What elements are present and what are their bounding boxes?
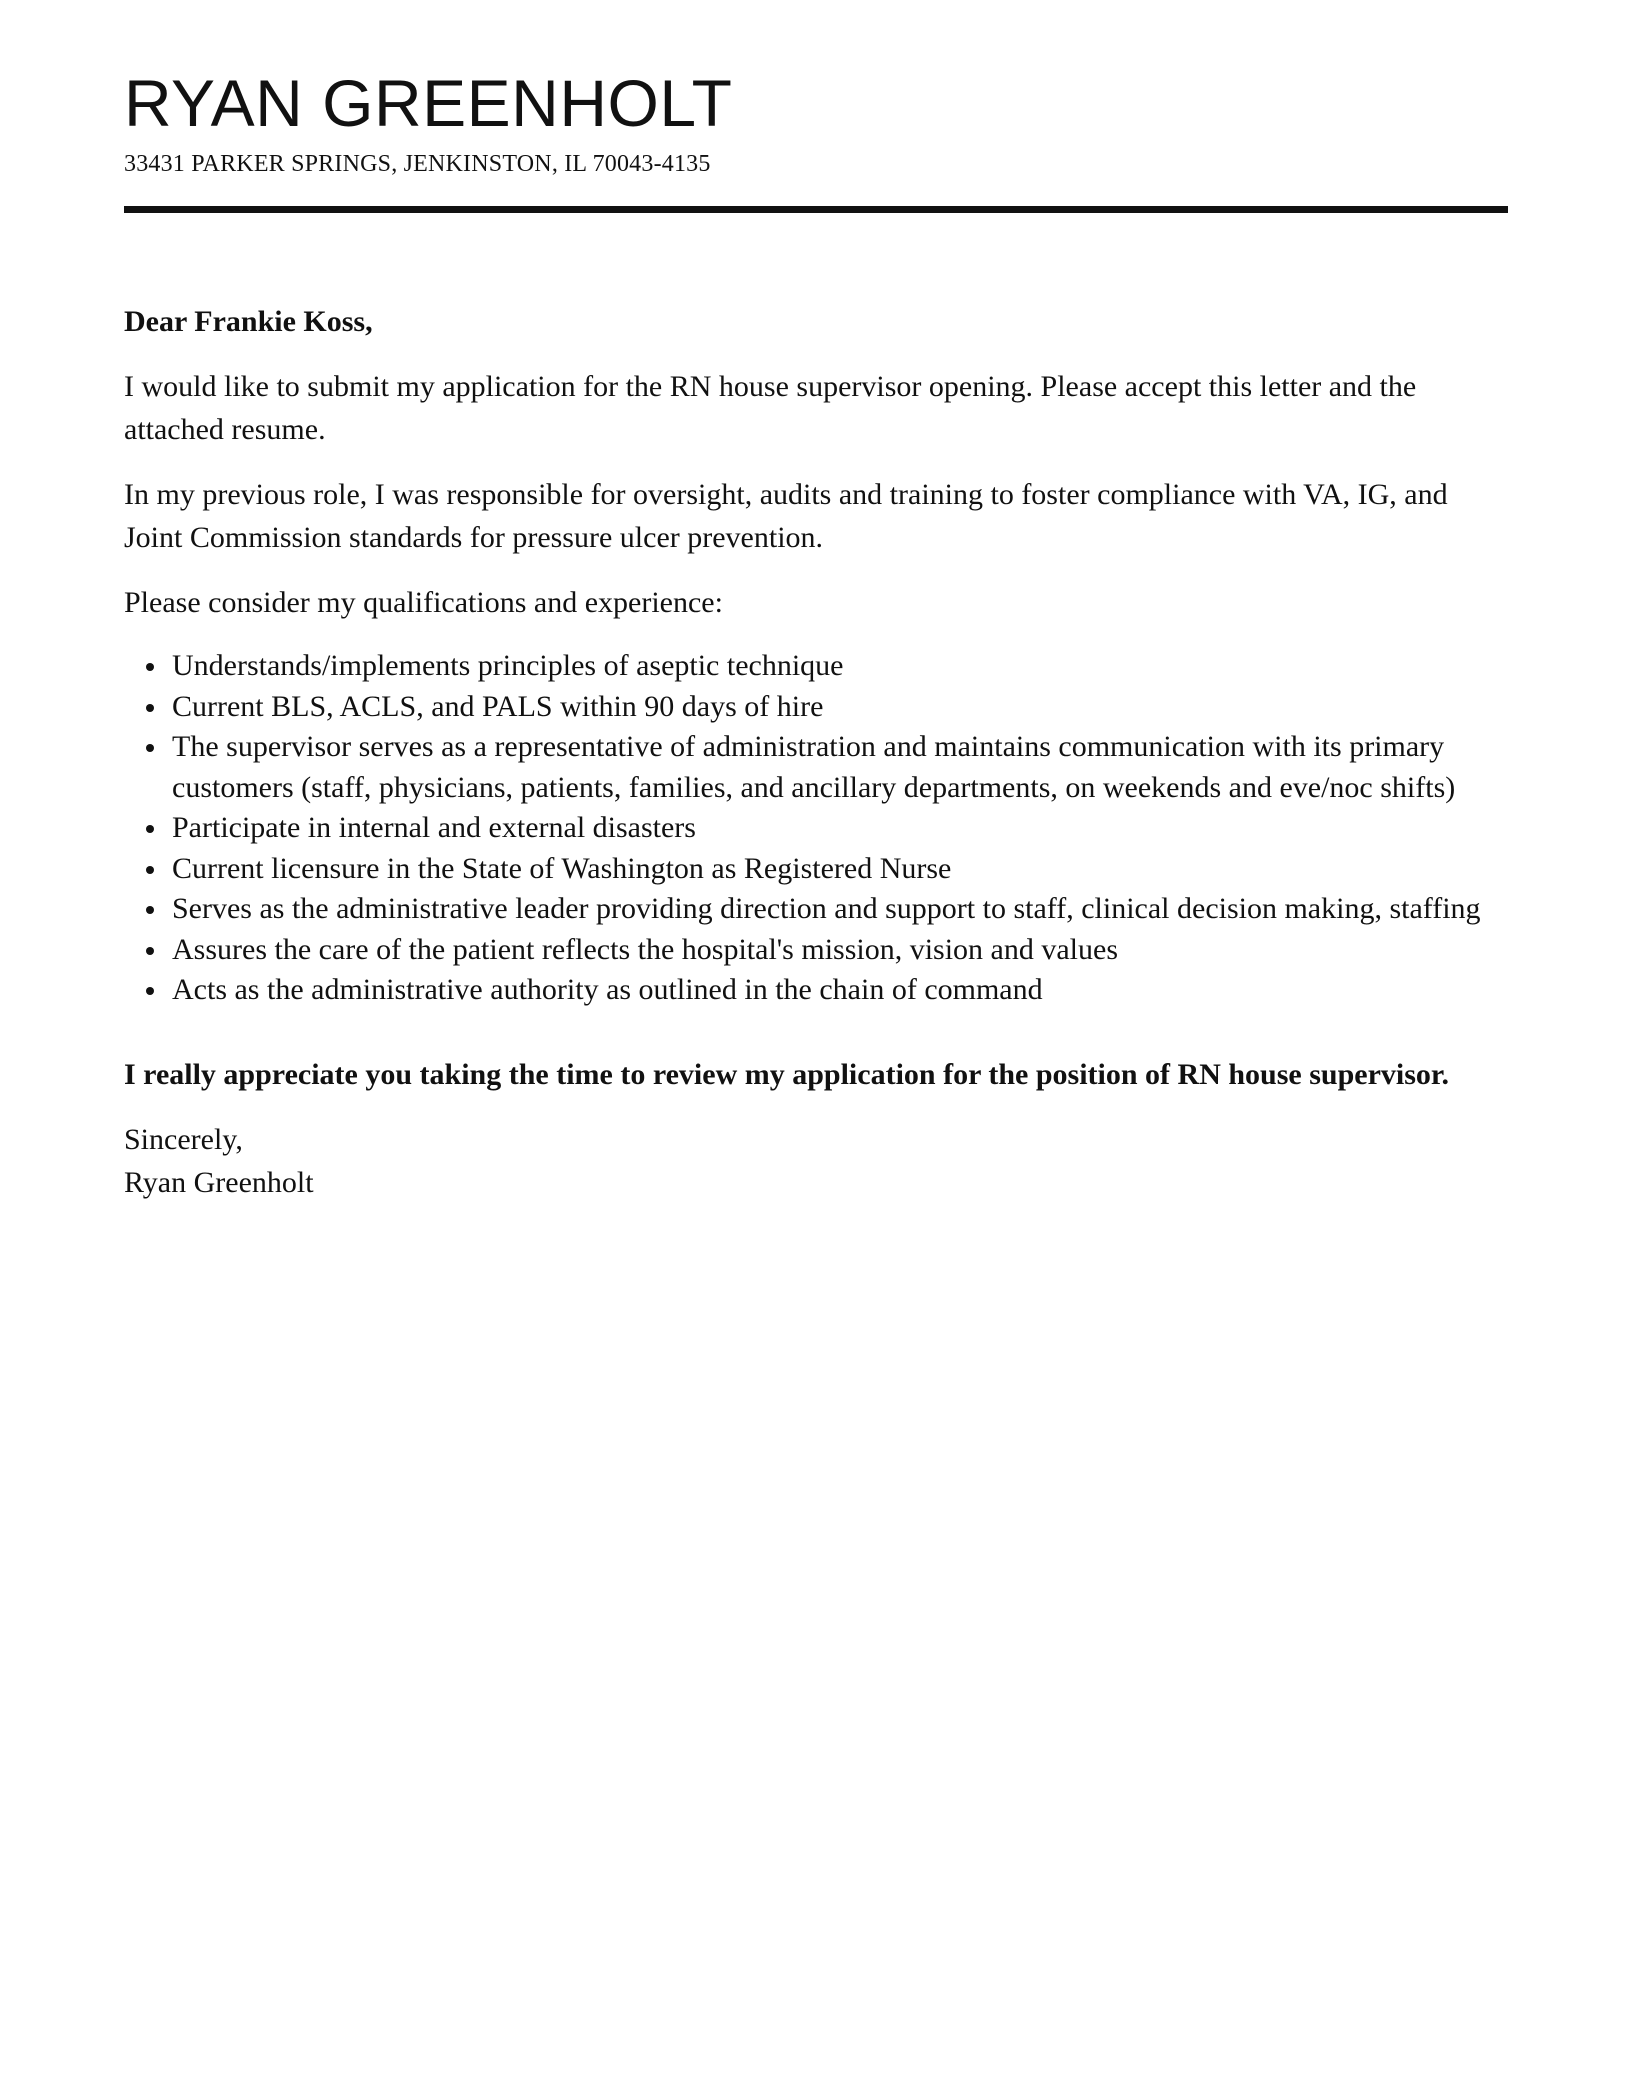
list-item: Participate in internal and external disasters <box>172 808 1508 849</box>
intro-paragraph: I would like to submit my application for the RN house supervisor opening. Please accept this letter and the attached resume. <box>124 370 1417 446</box>
list-item: Serves as the administrative leader providing direction and support to staff, clinical decision making, staffing <box>172 889 1508 930</box>
closing-statement: I really appreciate you taking the time to review my application for the position of RN house supervisor. <box>124 1057 1449 1091</box>
list-item: Assures the care of the patient reflects the hospital's mission, vision and values <box>172 930 1508 971</box>
list-item: The supervisor serves as a representative of administration and maintains communication with its primary customers (staff, physicians, patients, families, and ancillary departments, on weekends and eve/noc shifts) <box>172 727 1508 808</box>
signoff-text: Sincerely, <box>124 1122 243 1156</box>
signoff-block <box>124 1118 1508 1204</box>
list-item: Acts as the administrative authority as outlined in the chain of command <box>172 970 1508 1011</box>
list-item: Current BLS, ACLS, and PALS within 90 days of hire <box>172 687 1508 728</box>
header-divider <box>124 206 1508 213</box>
salutation: Dear Frankie Koss, <box>124 305 373 338</box>
experience-paragraph: In my previous role, I was responsible for oversight, audits and training to foster compliance with VA, IG, and Joint Commission standards for pressure ulcer prevention. <box>124 478 1448 554</box>
qualifications-intro: Please consider my qualifications and experience: <box>124 586 723 619</box>
letter-body <box>124 300 1508 1204</box>
applicant-name: RYAN GREENHOLT <box>124 66 733 140</box>
signature-name: Ryan Greenholt <box>124 1165 314 1199</box>
applicant-address: 33431 PARKER SPRINGS, JENKINSTON, IL 70043-4135 <box>124 151 711 177</box>
list-item: Current licensure in the State of Washington as Registered Nurse <box>172 849 1508 890</box>
qualifications-list <box>124 646 1508 1011</box>
list-item: Understands/implements principles of aseptic technique <box>172 646 1508 687</box>
